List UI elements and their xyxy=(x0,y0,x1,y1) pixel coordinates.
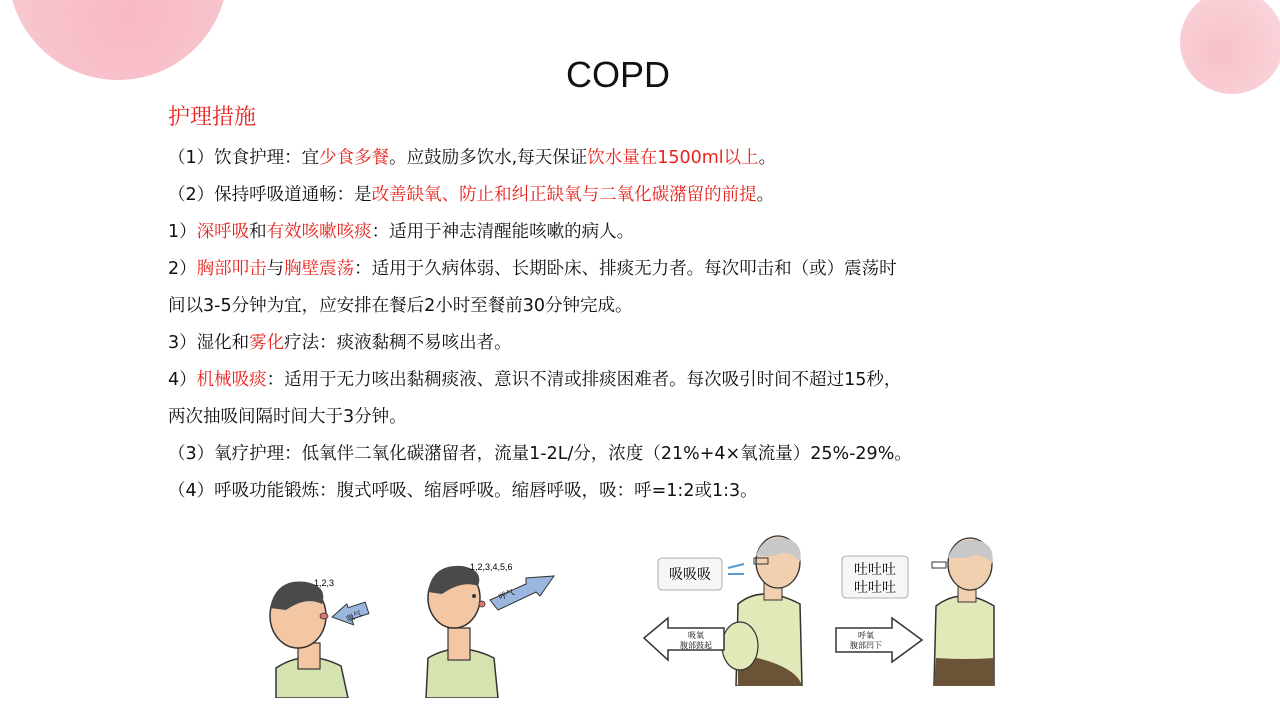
highlight-text: 深呼吸 xyxy=(196,222,250,242)
text-segment: ：适用于久病体弱、长期卧床、排痰无力者。每次叩击和（或）震荡时 xyxy=(354,259,897,279)
text-segment: 疗法：痰液黏稠不易咳出者。 xyxy=(284,333,512,353)
line-suction-cont: 两次抽吸间隔时间大于3分钟。 xyxy=(168,407,407,427)
section-heading: 护理措施 xyxy=(168,105,257,130)
text-segment: ：适用于无力咳出黏稠痰液、意识不清或排痰困难者。每次吸引时间不超过15秒， xyxy=(266,370,902,390)
highlight-text: 饮水量在1500ml以上 xyxy=(587,148,759,168)
inhale-arrow-text-2: 腹部鼓起 xyxy=(680,641,712,650)
exhale-arrow-text-2: 腹部凹下 xyxy=(850,641,882,650)
text-segment: 。 xyxy=(756,185,775,205)
line-suction xyxy=(168,362,1068,399)
line-humidify xyxy=(168,325,1068,362)
nursing-measures-text xyxy=(168,140,1068,510)
line-percussion-cont: 间以3-5分钟为宜，应安排在餐后2小时至餐前30分钟完成。 xyxy=(168,296,633,316)
text-segment: 2） xyxy=(168,259,197,279)
highlight-text: 胸壁震荡 xyxy=(284,259,355,279)
line-deep-breath xyxy=(168,214,1068,251)
text-segment: 。应鼓励多饮水,每天保证 xyxy=(389,148,588,168)
highlight-text: 改善缺氧、防止和纠正缺氧与二氧化碳潴留的前提 xyxy=(371,185,757,205)
text-segment: 。 xyxy=(758,148,777,168)
text-segment: 4） xyxy=(168,370,197,390)
exhale-arrow-text-1: 呼氧 xyxy=(858,631,874,640)
line-airway xyxy=(168,177,1068,214)
line-oxygen: （3）氧疗护理：低氧伴二氧化碳潴留者，流量1-2L/分，浓度（21%+4×氧流量）25%-29%。 xyxy=(168,444,912,464)
slide-title: COPD xyxy=(565,54,670,95)
line-breathing-exercise: （4）呼吸功能锻炼：腹式呼吸、缩唇呼吸。缩唇呼吸，吸：呼=1:2或1:3。 xyxy=(168,481,758,501)
abdominal-breathing-illustration xyxy=(636,534,1000,686)
count-label-a: 1,2,3 xyxy=(314,578,335,588)
line-percussion xyxy=(168,251,1068,288)
text-segment: 3）湿化和 xyxy=(168,333,250,353)
exhale-bubble-1: 吐吐吐 xyxy=(854,562,896,578)
text-segment: （1）饮食护理：宜 xyxy=(168,148,320,168)
line-diet xyxy=(168,140,1068,177)
pursed-lip-breathing-illustration xyxy=(236,548,572,698)
exhale-bubble-2: 吐吐吐 xyxy=(854,580,896,596)
text-segment: 和 xyxy=(249,222,267,242)
inhale-arrow-text-1: 吸氧 xyxy=(688,631,704,640)
inhale-bubble: 吸吸吸 xyxy=(669,567,711,583)
highlight-text: 有效咳嗽咳痰 xyxy=(266,222,372,242)
text-segment: （2）保持呼吸道通畅：是 xyxy=(168,185,372,205)
text-segment: 与 xyxy=(266,259,285,279)
count-label-b: 1,2,3,4,5,6 xyxy=(470,562,513,572)
text-segment: ：适用于神志清醒能咳嗽的病人。 xyxy=(371,222,635,242)
highlight-text: 胸部叩击 xyxy=(196,259,267,279)
exhale-arrow-label: 呼气 xyxy=(497,587,516,602)
text-segment: 1） xyxy=(168,222,197,242)
highlight-text: 雾化 xyxy=(249,333,285,353)
highlight-text: 机械吸痰 xyxy=(196,370,267,390)
inhale-arrow-label: 吸气 xyxy=(345,608,364,624)
highlight-text: 少食多餐 xyxy=(319,148,390,168)
